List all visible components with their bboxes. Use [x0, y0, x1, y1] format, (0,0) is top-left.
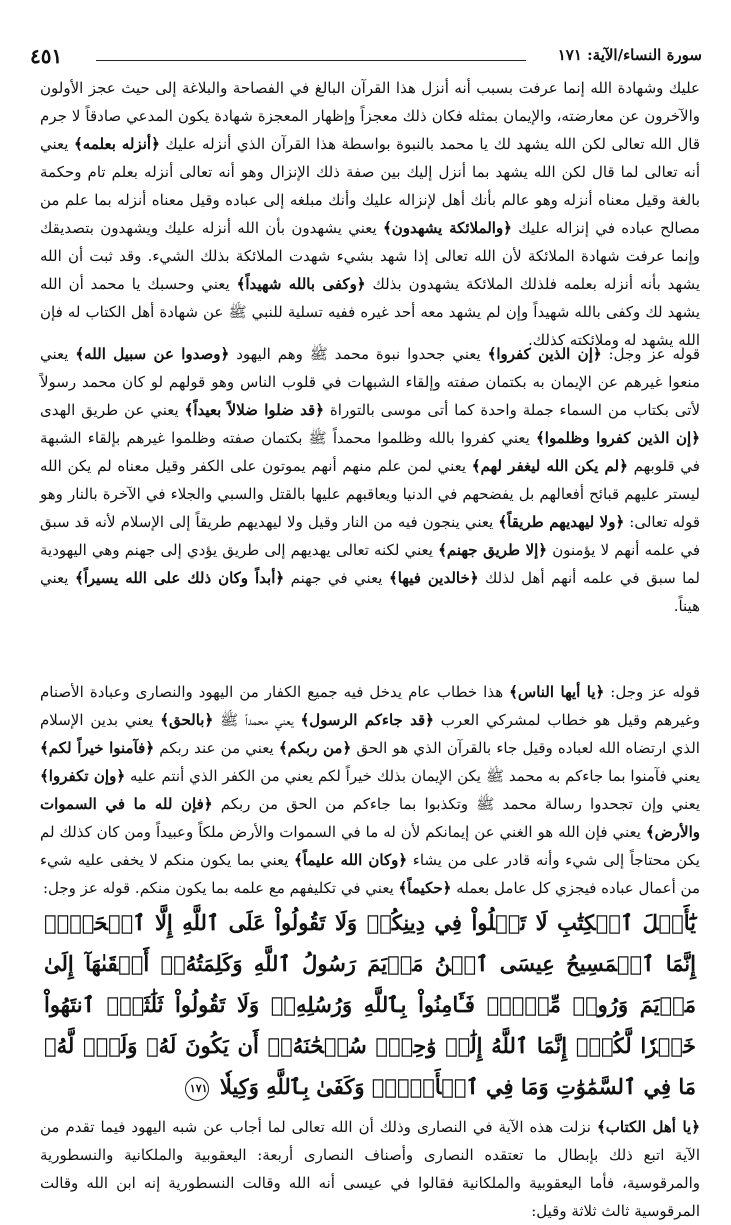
commentary-text: عليك وشهادة الله إنما عرفت بسبب أنه أنزل هذا القرآن البالغ في الفصاحة والبلاغة إلى حيث عجز الأولون والآخرون عن معارضته، والإيمان بمثله فكان ذلك معجزاً وإظهار المعجزة شهادة يكون المدعي صادقاً لا جرم قال الله تعالى لكن الله يشهد لك يا محمد بالنبوة بواسطة هذا القرآن الذي أنزله عليك — [40, 79, 700, 153]
commentary-text: هذا خطاب عام يدخل فيه جميع الكفار من اليهود والنصارى وعبادة الأصنام وغيرهم وقيل هو خطاب لمشركي العرب — [40, 683, 700, 729]
commentary-text: نزلت هذه الآية في النصارى وذلك أن الله تعالى لما أجاب عن شبه اليهود فيما تقدم من الآية اتبع ذلك بإبطال ما تعتقده النصارى وأصناف النصارى أربعة: اليعقوبية والملكانية والنسطورية والمرقوسية، فأما اليعقوبية والملكانية فقالوا في عيسى أنه الله وقالت النسطورية إنه ابن الله وقالت المرقوسية ثالث ثلاثة وقيل: — [40, 1118, 700, 1220]
quoted-verse-fragment: ﴿حكيماً﴾ — [398, 879, 452, 897]
commentary-text: يعني أنه تعالى لما قال لكن الله يشهد بما أنزل إليك بين صفة ذلك الإنزال وهو أنه تعالى أنزله بعلم تام وحكمة بالغة وقيل معناه أنزله وهو عالم بأنك أهل لإنزاله عليك وأنك مبلغه إلى عباده وقيل معناه أنزله بما علم من مصالح عباده في إنزاله عليك — [40, 135, 700, 237]
quoted-verse-fragment: ﴿وصدوا عن سبيل الله﴾ — [75, 345, 230, 363]
quoted-verse-fragment: ﴿من ربكم﴾ — [278, 739, 352, 757]
paragraph-commentary-3 — [40, 678, 700, 902]
commentary-text: يعني عن طريق الهدى — [40, 401, 185, 419]
commentary-text: يعني لمن علم منهم أنهم يموتون على الكفر وقيل معناه لم يكن الله ليستر عليهم قبائح أفعالهم بل يفضحهم في الدنيا ويعاقبهم عليها بالقتل والسبي والجلاء في الآخرة بالنار وهو قوله تعالى: — [40, 457, 700, 531]
commentary-text: يعني لكنه تعالى يهديهم إلى طريق يؤدي إلى جهنم وهي اليهودية لما سبق في علمه أنهم أهل لذلك — [40, 541, 700, 587]
commentary-text: يعني وإن تجحدوا رسالة محمد ﷺ وتكذبوا بما جاءكم من الحق من ربكم — [212, 795, 700, 813]
commentary-text: يعني في جهنم — [284, 569, 389, 587]
page-number: ٤٥١ — [30, 44, 63, 68]
page-body — [40, 74, 700, 1225]
commentary-text: يعني منعوا غيرهم عن الإيمان به بكتمان صفته وإلقاء الشبهات في قلوب الناس وهو قولهم لو كان محمد رسولاً لأتى بكتاب من السماء جملة واحدة كما أتى موسى بالتوراة — [40, 345, 700, 419]
quoted-verse-fragment: ﴿فإن لله ما في السموات والأرض﴾ — [40, 795, 700, 841]
quoted-verse-fragment: ﴿وإن تكفروا﴾ — [40, 767, 126, 785]
quoted-verse-fragment: ﴿يا أهل الكتاب﴾ — [597, 1118, 700, 1136]
page-header — [30, 44, 702, 70]
running-title: سورة النساء/الآية: ١٧١ — [557, 46, 702, 64]
commentary-text: يعني فآمنوا بما جاءكم به محمد ﷺ يكن الإيمان بذلك خيراً لكم يعني من الكفر الذي أنتم عليه — [125, 767, 700, 785]
quoted-verse-fragment: ﴿إلا طريق جهنم﴾ — [438, 541, 548, 559]
paragraph-commentary-2 — [40, 340, 700, 670]
paragraph-commentary-4 — [40, 1113, 700, 1225]
verse-number-marker: ١٧١ — [185, 1077, 209, 1101]
commentary-text: يعني بما يكون منكم لا يخفى عليه شيء من أعمال عباده فيجزي كل عامل بعمله — [40, 851, 700, 897]
quoted-verse-fragment: ﴿ولا ليهديهم طريقاً﴾ — [498, 513, 625, 531]
commentary-text: يعني ينجون فيه من النار وقيل ولا ليهديهم طريقاً إلى الإسلام لأنه قد سبق في علمه أنهم لا يؤمنون — [40, 513, 700, 559]
commentary-text: يعني كفروا بالله وظلموا محمداً ﷺ بكتمان صفته وظلموا غيرهم بإلقاء الشبهة في قلوبهم — [40, 429, 700, 475]
quoted-verse-fragment: ﴿والملائكة يشهدون﴾ — [382, 219, 512, 237]
quoted-verse-fragment: ﴿أبداً وكان ذلك على الله يسيراً﴾ — [74, 569, 285, 587]
commentary-text: يعني وحسبك يا محمد أن الله يشهد لك وكفى بالله شهيداً وإن لم يشهد معه أحد غيره ففيه تسلية للنبي ﷺ عن شهادة أهل الكتاب له فإن الله يشهد له وملائكته كذلك. — [40, 275, 700, 349]
header-rule — [96, 60, 526, 61]
commentary-text: يعني فإن الله هو الغني عن إيمانكم لأن له ما في السموات والأرض ملكاً وعبيداً ومن كان كذلك لم يكن محتاجاً إلى شيء وأنه قادر على من يشاء — [40, 823, 700, 869]
quran-verse — [44, 902, 696, 1107]
commentary-text: يعني بدين الإسلام الذي ارتضاه الله لعباده وقيل جاء بالقرآن الذي هو الحق — [40, 711, 700, 757]
commentary-text: يعني هيناً. — [40, 569, 700, 615]
commentary-text: يعني يشهدون بأن الله أنزله عليك ويشهدون بتصديقك وإنما عرفت شهادة الملائكة لأن الله تعالى إذا شهد بشيء شهدت الملائكة بذلك الشيء. وقد ثبت أن الله يشهد بأنه أنزله بعلمه فلذلك الملائكة يشهدون بذلك — [40, 219, 700, 293]
commentary-text: يعني محمداً ﷺ — [213, 711, 301, 729]
commentary-text: يعني في تكليفهم مع علمه بما يكون منكم. قوله عز وجل: — [42, 879, 399, 897]
quoted-verse-fragment: ﴿خالدين فيها﴾ — [388, 569, 479, 587]
quoted-verse-fragment: ﴿إن الذين كفروا﴾ — [487, 345, 602, 363]
quoted-verse-fragment: ﴿وكان الله عليماً﴾ — [294, 851, 408, 869]
verse-text: يَٰٓأَهۡلَ ٱلۡكِتَٰبِ لَا تَغۡلُواْ فِي دِينِكُمۡ وَلَا تَقُولُواْ عَلَى ٱللَّهِ إِلَّا ٱلۡحَقَّۚ إِنَّمَا ٱلۡمَسِيحُ عِيسَى ٱبۡنُ مَرۡيَمَ رَسُولُ ٱللَّهِ وَكَلِمَتُهُۥٓ أَلۡقَىٰهَآ إِلَىٰ مَرۡيَمَ وَرُوحٞ مِّنۡهُۖ فَـَٔامِنُواْ بِٱللَّهِ وَرُسُلِهِۦۖ وَلَا تَقُولُواْ ثَلَٰثَةٌۚ ٱنتَهُواْ خَيۡرٗا لَّكُمۡۚ إِنَّمَا ٱللَّهُ إِلَٰهٞ وَٰحِدٞۖ سُبۡحَٰنَهُۥٓ أَن يَكُونَ لَهُۥ وَلَدٞۘ لَّهُۥ مَا فِي ٱلسَّمَٰوَٰتِ وَمَا فِي ٱلۡأَرۡضِۗ وَكَفَىٰ بِٱللَّهِ وَكِيلٗا — [44, 910, 696, 1099]
quoted-verse-fragment: ﴿إن الذين كفروا وظلموا﴾ — [536, 429, 700, 447]
commentary-text: قوله عز وجل: — [604, 683, 700, 701]
commentary-text: قوله عز وجل: — [601, 345, 701, 363]
quoted-verse-fragment: ﴿يا أيها الناس﴾ — [509, 683, 605, 701]
quoted-verse-fragment: ﴿قد جاءكم الرسول﴾ — [300, 711, 434, 729]
quoted-verse-fragment: ﴿لم يكن الله ليغفر لهم﴾ — [471, 457, 628, 475]
quoted-verse-fragment: ﴿بالحق﴾ — [160, 711, 214, 729]
quoted-verse-fragment: ﴿أنزله بعلمه﴾ — [73, 135, 160, 153]
commentary-text: يعني جحدوا نبوة محمد ﷺ وهم اليهود — [229, 345, 488, 363]
quoted-verse-fragment: ﴿قد ضلوا ضلالاً بعيداً﴾ — [184, 401, 325, 419]
quoted-verse-fragment: ﴿فآمنوا خيراً لكم﴾ — [40, 739, 155, 757]
quoted-verse-fragment: ﴿وكفى بالله شهيداً﴾ — [236, 275, 366, 293]
paragraph-commentary-1 — [40, 74, 700, 349]
commentary-text: يعني من عند ربكم — [154, 739, 279, 757]
